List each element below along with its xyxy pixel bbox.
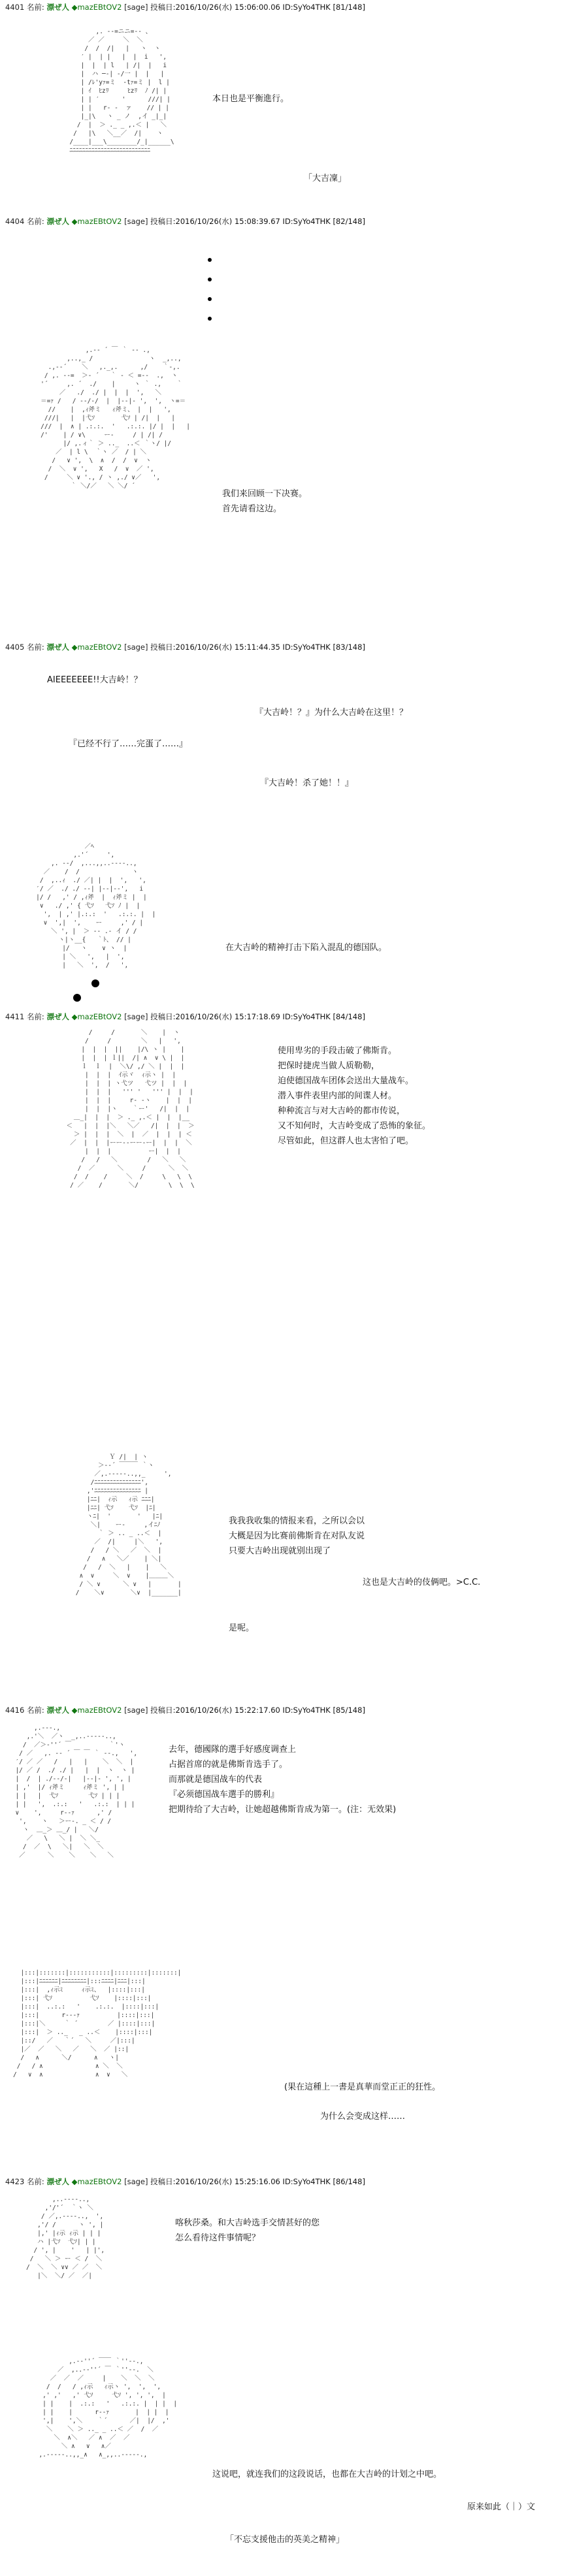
ascii-art-character: ,.-‐''´ ￣￣ ｀''‐-., ／ ,..-‐''´ ￣ ｀''‐-. ＼ ／ ／ ／ | ＼ ＼ ＼ / / / ,ｨ示 ｨ示ヽ ', ', ', ,' ,' ,' 弋ｿ 弋ｿ ', ', ', | | | | .:.: ' .:.:. | | | | | | | r‐‐ｧ | | | | ',| ',＼ ｀´ ／| |/ ,' ＼ ＼ ＞ .._ _ ..＜ ／ / ／ ＼ ∧＼ ／ ∧ ／ ／ ＼ ∧ ∨ ∧／ ,.-‐‐--..,,_∧ ∧_,,..--‐‐-.,: [39, 2358, 178, 2458]
post-body: [229, 1621, 254, 1636]
post-line: 怎么看待这件事情呢？: [175, 2233, 261, 2243]
name-label: 名前:: [26, 643, 44, 652]
post-date: 投稿日:2016/10/26(水) 15:08:39.67: [150, 217, 280, 226]
post-number[interactable]: 4405: [5, 643, 25, 652]
post-line: 「大吉凜」: [304, 174, 347, 183]
post-count: [81/148]: [333, 3, 365, 12]
name-label: 名前:: [26, 1706, 44, 1715]
post-line: 我们来回顾一下决赛。: [222, 489, 308, 499]
post-count: [84/148]: [333, 1012, 365, 1021]
post-body: [47, 673, 142, 688]
poster-name: 漂ぜ人: [46, 1012, 69, 1021]
post-line: 在大吉岭的精神打击下陷入混乱的德国队。: [225, 943, 387, 953]
poster-trip: ◆mazEBtOV2: [71, 2177, 122, 2186]
post-line: AIEEEEEEE!!大吉岭！？: [47, 675, 142, 685]
sage-mark: [sage]: [124, 1706, 148, 1715]
post-body: [284, 2080, 440, 2095]
post-body: [304, 171, 346, 186]
poster-name: 漂ぜ人: [46, 2177, 69, 2186]
poster-id[interactable]: ID:SyYo4THK: [282, 643, 331, 652]
ascii-art-character: ,..-‐--.., ,'/'´ ｀ヽ ＼ / ／,.-‐‐-.., ', ,'/ / ヽ ', | |,' |ｨ示 ｨ示 | | | ハ |弋ｿ 弋ｿ| | | / ', | ' | |', / ＼ ＞ ー ＜ / ＼ / ＼ ＼ ∨∨ ／ ／ ＼ |＼ ＼/ ／ ／|: [26, 2196, 105, 2280]
poster-id[interactable]: ID:SyYo4THK: [282, 217, 331, 226]
post-line: 我我我收集的情报来看，之所以会以: [229, 1516, 365, 1526]
post-count: [82/148]: [333, 217, 365, 226]
post-body: [363, 1575, 480, 1590]
poster-trip: ◆mazEBtOV2: [71, 217, 122, 226]
post-body: [69, 737, 188, 752]
post-line: 原来如此（｜）文: [467, 2502, 536, 2512]
poster-trip: ◆mazEBtOV2: [71, 3, 122, 12]
post-line: 使用卑劣的手段击破了佛斯肯。: [278, 1046, 397, 1056]
ellipsis-dot: [208, 297, 212, 301]
sage-mark: [sage]: [124, 643, 148, 652]
post-body: [225, 2532, 344, 2547]
ascii-art-character: |:::|:::::::|:::::::::::|:::::::::|:::::::| |:::|ﾆﾆﾆﾆﾆﾆ|ﾆﾆﾆﾆﾆﾆﾆﾆ|:::ﾆﾆﾆﾆ|ﾆﾆﾆ|:::| |:::| ,ｨ示ﾐ ｨ示ﾐ、 |::::|:::| |:::| 弋ｿ 弋ｿ |::::|:::| |:::| ..:.: ' .:.:. |::::|:::| |:::| r‐-‐ｧ |::::|:::| |:::|＼ ｀ ´ ／ |::::|:::| |:::| ＞ .._ _ ..＜ |::::|:::| |::/ ／ ｀´ ＼ ／|:::| |／ ／ ＼ ／ ＼ ／ |::| / ∧ ＼/ ∧ ヽ| / / ∧ ∧ ＼ ＼ / ∨ ∧ ∧ ∨ ＼: [13, 1969, 182, 2078]
ascii-art-character: Ｙ /| | ヽ ＞-‐´ ￣￣￣ ｀ヽ ／,.-‐‐‐-..,,_ ', /ﾆﾆﾆﾆﾆﾆﾆﾆﾆﾆﾆﾆﾆﾆﾆ', ,'ﾆﾆﾆﾆﾆﾆﾆﾆﾆﾆﾆﾆﾆﾆﾆ | |ﾆﾆ| ｨ示 ｨ示 ﾆﾆﾆ| |ﾆﾆ| 弋ｿ 弋ｿ |ﾆ| ヽﾆ| ' ' |ﾆ| ＼| ー‐ ,イﾆﾉ ｀ ＞ .. _ ..＜ | ／ /| |＼ ', / / ＼ ／ ＼ | / ∧ ＼／ | ＼| / / ＼ | | ＼ ∧ ∨ ＼ ∨ |＿＿＿＼ / ＼ ∨ ＼ ∨ | | / ＼∨ ＼∨ |_______|: [75, 1454, 182, 1597]
ascii-art-character: ／ﾍ ,.'´ ', ,. ‐‐/ ,...,,..-‐‐-.., ／ / / ヽ / ,..ｨ ./ ／| | | ', ', ′/ ／ ./ ./ -‐| |-‐|‐‐', i |/ / ,' / ,ｨ斧 | ｨ斧ミ | | ∨ ./ ,' { 弋ｿ 弋ｿ ﾉ | | ', | ,' |.:.: ' .:.:. | | ∨ ',| ', ー ,' / | ＼ ', | ＞ ‐- .‐ イ / / ヽ|ヽ__{ ｀ﾄ、 // | |/ ヽ ∨ ヽ | | ＼ ', | ', | ＼ ', / ',: [36, 843, 156, 969]
name-label: 名前:: [26, 217, 44, 226]
post-header: [5, 1010, 365, 1024]
post-line: 尽管如此，但这群人也太害怕了吧。: [278, 1136, 414, 1146]
post-number[interactable]: 4423: [5, 2177, 25, 2186]
post-header: [5, 0, 365, 14]
sage-mark: [sage]: [124, 217, 148, 226]
poster-id[interactable]: ID:SyYo4THK: [282, 3, 331, 12]
name-label: 名前:: [26, 1012, 44, 1021]
post-number[interactable]: 4401: [5, 3, 25, 12]
post-date: 投稿日:2016/10/26(水) 15:06:00.06: [150, 3, 280, 12]
post-count: [85/148]: [333, 1706, 365, 1715]
post-line: 种种流言与对大吉岭的都市传说，: [278, 1106, 406, 1116]
post-line: 喀秋莎桑。和大吉岭选手交情甚好的您: [175, 2218, 320, 2228]
post-line: 是呢。: [229, 1623, 255, 1633]
post-line: 大概是因为比赛前佛斯肯在对队友说: [229, 1531, 365, 1541]
post-body: [229, 1514, 365, 1559]
post-body: [212, 91, 289, 106]
sage-mark: [sage]: [124, 1012, 148, 1021]
post-body: [467, 2500, 535, 2515]
post-line: (果在這種上一書是真華而堂正正的狂性。: [284, 2082, 441, 2092]
post-count: [83/148]: [333, 643, 365, 652]
ascii-art-character: ,.-‐-., ,.'＼ ／ヽ _,..-‐‐‐-.., / ／＞‐''´ ￣ ｀'ヽ / ／ ,. -‐ ´ ￣ ￣ ｀ ‐-., ', ′/ ／ ／ / | | ＼ ＼ | |/ ／ / ./ ./ | | | ヽ ヽ | | / | ./‐-/‐| |‐-|‐ ', ', | | ,' |/ ｨ斧ミ ｨ斧ミ ', | | | | | 弋ｿ 弋ｿ | | | | | ', .:.: ' .:.: | | | ∨ ', r‐‐ｧ ,' / ', ヽ ＞ー-. _ ＜ / / ヽ ＿_＞ ＿_/ | ＼/ ／ \ ＼ | ＼ ＼_ / ／ \ ＼| ＼ ＼ ／ ＼ ＼ ＼ ＼: [15, 1725, 138, 1859]
bullet-mark: [91, 979, 99, 987]
ellipsis-dot: [208, 258, 212, 262]
post-body: [260, 776, 353, 791]
ascii-art-character: / / ＼ | ヽ / / ＼ | ', | | | || |/\ ヽ | | | | | ｌ|| /| ∧ ∨ \ | | ｌ ｌ | ＼\/ ,/ ＼ | | | | | | ｲ示ヾ ｨ示ヽ | | | | | ヽ弋ツ 弋ツ | | | | | | ''' ' ''' | | | | | | r‐ -ヽ | | | | | |ヽ ｀ー' /| | | ＿_| | | ＞ ._ ,.＜ | | |__ ＜ | | |＼ ＼／ /| | | ＞ ＞ | | | ＼ | ／ | | | ＜ ／ | | |ーー‐‐ーー‐ー| | | ＼ | | | ー| | | / / ＼ / ＼ ＼ / ／ ＼ / ＼ ＼ / / / ＼ / \ \ \ / ／ / ＼/ \ \ \: [66, 1029, 195, 1189]
poster-id[interactable]: ID:SyYo4THK: [282, 1012, 331, 1021]
ascii-art-character: ,. -‐=ニニ=‐- 、 ／ ／ ＼ ＼ / / /| | ヽ ヽ ′ | | | | | i ', | | | l | /| | i | ハ ─‐| ‐/一 | | | | /ﾚ'yｧ=ミ ‐tｧ=ミ | l | | ｲ ﾋzﾘ ﾋzﾘ ﾉ /| | | | ′ ' ///| | | | r‐ - ァ // | | |_|\ ヽ _ ノ ,イ _|_| / | ＞ ._ _ ,.＜ | ＼ / |\ ＼__／ /| ヽ /____|___\________/_|______\ ﾆﾆﾆﾆﾆﾆﾆﾆﾆﾆﾆﾆﾆﾆﾆﾆﾆﾆﾆﾆﾆﾆﾆﾆﾆﾆ: [69, 28, 174, 154]
post-number[interactable]: 4416: [5, 1706, 25, 1715]
post-line: 占据首席的就是佛斯肯选手了。: [169, 1760, 288, 1770]
poster-trip: ◆mazEBtOV2: [71, 1706, 122, 1715]
post-date: 投稿日:2016/10/26(水) 15:22:17.60: [150, 1706, 280, 1715]
post-date: 投稿日:2016/10/26(水) 15:11:44.35: [150, 643, 280, 652]
post-line: 这也是大吉岭的伎俩吧。>C.C.: [363, 1578, 481, 1587]
post-number[interactable]: 4404: [5, 217, 25, 226]
post-header: [5, 640, 365, 654]
post-body: [212, 2467, 442, 2482]
post-line: 『大吉岭！杀了她！！』: [260, 778, 354, 788]
post-body: [169, 1742, 396, 1817]
post-line: 『已经不行了……完蛋了……』: [69, 739, 188, 749]
post-body: [278, 1043, 431, 1149]
post-header: [5, 214, 365, 229]
bullet-mark: [73, 994, 81, 1002]
post-header: [5, 2174, 365, 2189]
ellipsis-dot: [208, 278, 212, 281]
post-count: [86/148]: [333, 2177, 365, 2186]
post-body: [255, 705, 408, 720]
poster-trip: ◆mazEBtOV2: [71, 643, 122, 652]
post-line: 只要大吉岭出现就别出现了: [229, 1546, 331, 1556]
post-line: 潜入事件表里内部的间谍人材。: [278, 1091, 397, 1101]
post-header: [5, 1703, 365, 1717]
post-body: [175, 2216, 319, 2246]
poster-name: 漂ぜ人: [46, 1706, 69, 1715]
poster-id[interactable]: ID:SyYo4THK: [282, 1706, 331, 1715]
poster-trip: ◆mazEBtOV2: [71, 1012, 122, 1021]
post-line: 『大吉岭！？』为什么大吉岭在这里！？: [255, 708, 408, 718]
name-label: 名前:: [26, 2177, 44, 2186]
name-label: 名前:: [26, 3, 44, 12]
post-line: 而那就是德国战车的代表: [169, 1775, 263, 1785]
post-line: 「不忘支援他击的英美之精神」: [225, 2535, 345, 2545]
post-line: 把期待给了大吉岭，让她超越佛斯肯成为第一。(注：无效果): [169, 1805, 397, 1815]
post-line: 去年，德國隊的選手好感度调查上: [169, 1745, 297, 1755]
post-line: 『必须德国战车選手的勝利』: [169, 1790, 280, 1800]
sage-mark: [sage]: [124, 2177, 148, 2186]
post-line: 迫使德国战车团体会送出大量战车。: [278, 1076, 414, 1086]
ascii-art-character: ,.-‐ ´ ￣ ｀ ‐- ., ,..,_ / ヽ _,.., .,-‐´ ＼ ,._,. ,/ ｀‐,. / ,. -‐= ＞‐ ´ ｀ ‐ ＜ =‐- ., ヽ '´ ,. ´ ./ | ヽ ｀ ., ｀ ／ ./ ./ | | | ', ＼ ＝=ｧ / / -‐/-/ | |‐-|- ', ', ヽ=＝ // | ,ｨ斧ミ ｨ斧ミ、 | | ', ///| | |弋ｿ 弋ｿ | /| | | /// | ∧ | .:.:. ' .:.:. |/ | | | /' | / ∨\ ー‐ / | /| / |/ ,.ィ｀ ＞ .._ ..＜ ｀ヽ/ |/ ／ | l \ ｀ヽ ／ / | ＼ / ∨ ', \ ∧ / / ∨ ヽ / ＼ ∨ ', Χ / ∨ ／ ', / ＼ ∨ '., / ヽ ,./ ∨／ ', ｀ ＼/／ ＼ ＼/ ´: [41, 347, 190, 490]
post-body: [222, 486, 307, 517]
post-body: [320, 2109, 405, 2124]
post-body: [225, 940, 387, 955]
poster-name: 漂ぜ人: [46, 643, 69, 652]
poster-name: 漂ぜ人: [46, 217, 69, 226]
poster-id[interactable]: ID:SyYo4THK: [282, 2177, 331, 2186]
post-date: 投稿日:2016/10/26(水) 15:25:16.06: [150, 2177, 280, 2186]
post-line: 这说吧，就连我们的这段说话，也都在大吉岭的计划之中吧。: [212, 2470, 442, 2479]
poster-name: 漂ぜ人: [46, 3, 69, 12]
post-number[interactable]: 4411: [5, 1012, 25, 1021]
ellipsis-dot: [208, 317, 212, 321]
sage-mark: [sage]: [124, 3, 148, 12]
post-line: 为什么会变成这样……: [320, 2112, 406, 2122]
post-line: 首先请看这边。: [222, 504, 282, 514]
post-date: 投稿日:2016/10/26(水) 15:17:18.69: [150, 1012, 280, 1021]
post-line: 把保时捷虎当做人质勒勒，: [278, 1061, 380, 1071]
post-line: 本日也是平衡進行。: [212, 94, 289, 104]
post-line: 又不知何时，大吉岭变成了恐怖的象征。: [278, 1121, 431, 1131]
